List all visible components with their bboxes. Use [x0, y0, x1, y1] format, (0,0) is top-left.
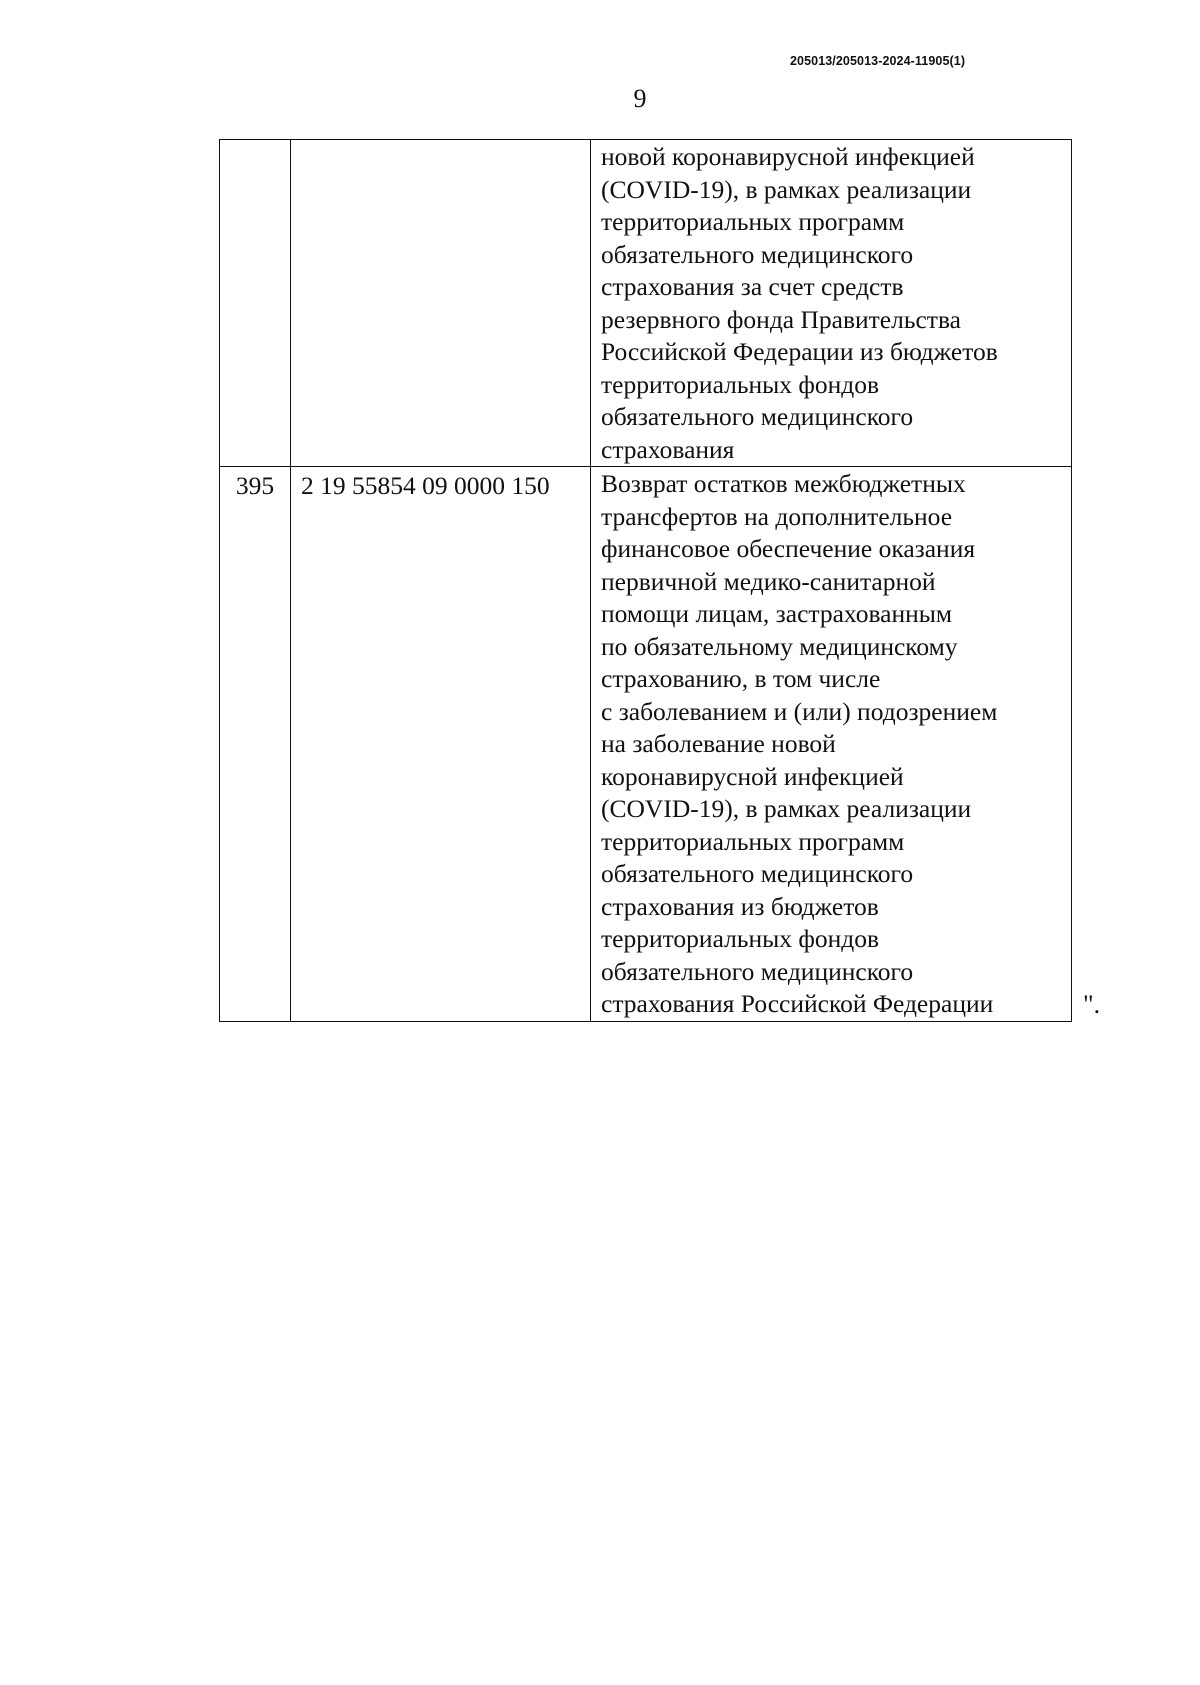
description-line: Российской Федерации из бюджетов — [601, 337, 998, 366]
description-line: на заболевание новой — [601, 729, 836, 758]
description-line: по обязательному медицинскому — [601, 631, 958, 661]
budget-code-cell — [291, 140, 591, 467]
description-line: первичной медико-санитарной — [601, 566, 936, 596]
description-cell — [591, 467, 1072, 1022]
description-line: Возврат остатков межбюджетных — [601, 469, 966, 498]
description-cell — [591, 140, 1072, 467]
page-number: 9 — [633, 84, 647, 113]
description-line: помощи лицам, застрахованным — [601, 599, 953, 628]
closing-quote-mark: ". — [1083, 990, 1101, 1019]
description-line: страхованию, в том числе — [601, 664, 881, 693]
description-line: новой коронавирусной инфекцией — [601, 142, 975, 171]
row-number-cell — [220, 140, 291, 467]
description-line: финансовое обеспечение оказания — [601, 534, 976, 563]
description-line: обязательного медицинского — [601, 956, 914, 986]
budget-code-cell: 2 19 55854 09 0000 150 — [291, 467, 591, 1022]
description-line: страхования — [601, 434, 735, 464]
description-line: трансфертов на дополнительное — [601, 501, 953, 531]
description-line: территориальных фондов — [601, 924, 880, 953]
description-line: обязательного медицинского — [601, 859, 914, 888]
description-line: коронавирусной инфекцией — [601, 761, 904, 791]
row-number-cell: 395 — [220, 467, 291, 1022]
description-line: территориальных фондов — [601, 369, 880, 399]
description-line: с заболеванием и (или) подозрением — [601, 696, 998, 726]
table-row — [220, 467, 1072, 1022]
description-line: резервного фонда Правительства — [601, 304, 961, 334]
description-line: страхования Российской Федерации — [601, 989, 994, 1018]
description-line: (COVID-19), в рамках реализации — [601, 174, 972, 204]
description-line: (COVID-19), в рамках реализации — [601, 794, 972, 823]
document-id: 205013/205013-2024-11905(1) — [790, 54, 966, 68]
description-line: страхования за счет средств — [601, 272, 904, 301]
description-line: территориальных программ — [601, 207, 905, 236]
description-line: страхования из бюджетов — [601, 891, 879, 921]
description-line: обязательного медицинского — [601, 239, 914, 269]
description-line: территориальных программ — [601, 826, 905, 856]
description-line: обязательного медицинского — [601, 402, 914, 431]
table-row — [220, 140, 1072, 467]
budget-codes-table — [219, 139, 1072, 1022]
